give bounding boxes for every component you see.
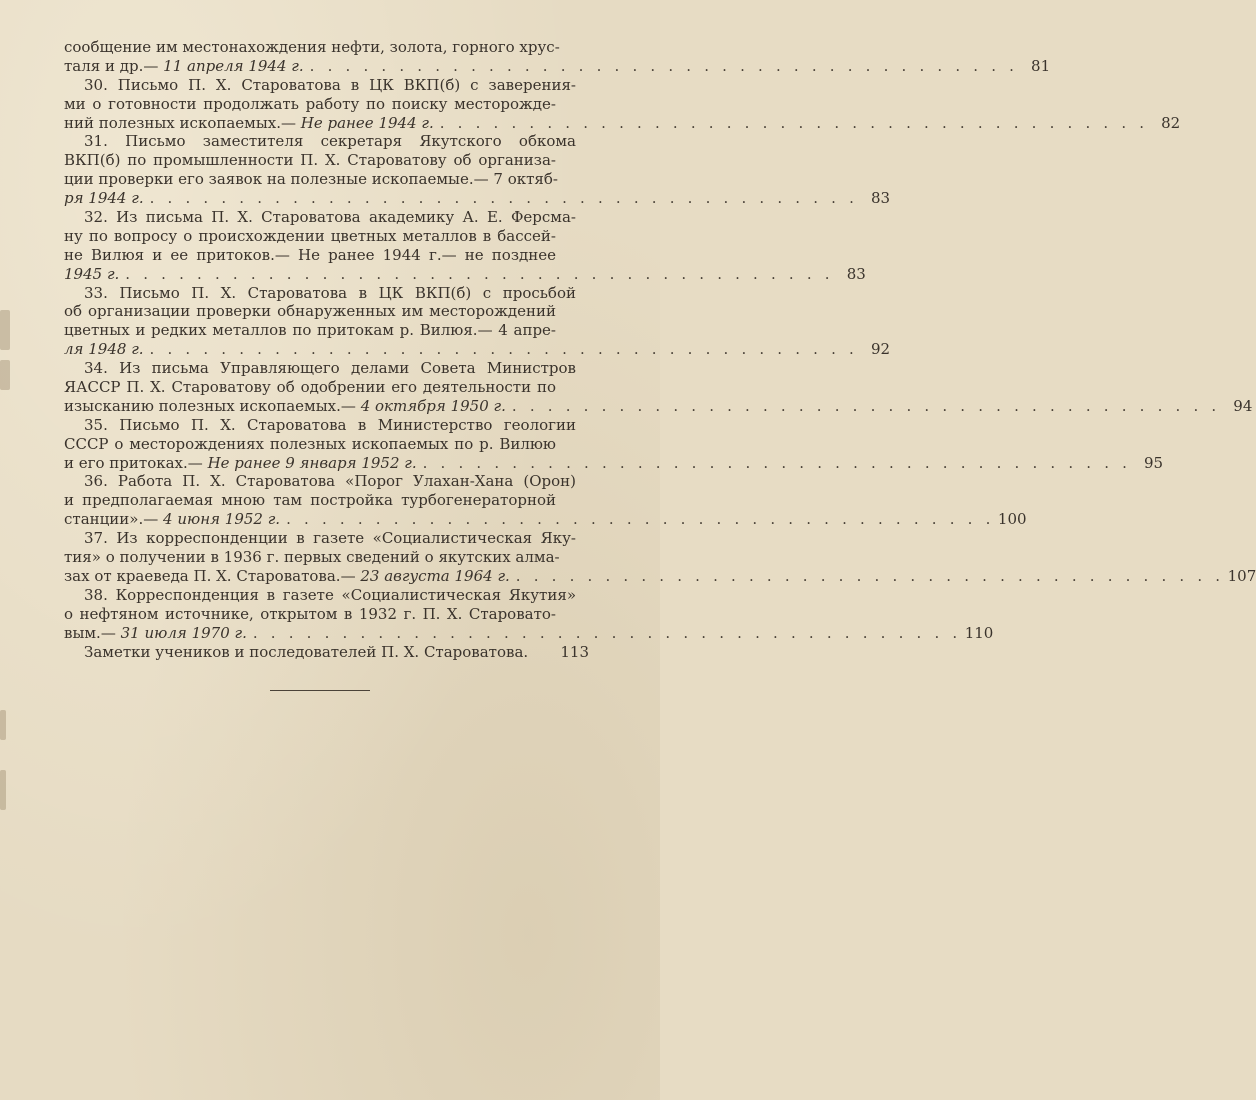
toc-line bbox=[64, 95, 589, 114]
toc-page-number: 107 bbox=[1227, 566, 1256, 585]
toc-entry-text: СССР о месторождениях полезных ископаемых по р. Вилюю bbox=[64, 434, 556, 453]
toc-entry-date: 11 апреля 1944 г. bbox=[163, 56, 304, 75]
toc-entry-date: 4 октября 1950 г. bbox=[360, 396, 506, 415]
toc-line bbox=[64, 435, 589, 454]
toc-entry-date: ля 1948 г. bbox=[64, 340, 144, 359]
toc-page-number: 92 bbox=[870, 340, 891, 359]
page-edge-stain bbox=[0, 710, 6, 740]
toc-page-number: 94 bbox=[1233, 396, 1253, 415]
toc-entry-text: и предполагаемая мною там постройка турбогенераторной bbox=[64, 491, 556, 510]
toc-entry-last-line bbox=[64, 56, 1051, 76]
toc-entry-last-line bbox=[64, 623, 994, 643]
toc-entry-text: 38. Корреспонденция в газете «Социалистическая Якутия» bbox=[84, 585, 576, 604]
toc-entry-last-line bbox=[64, 264, 866, 284]
toc-entry-last-line bbox=[64, 113, 1181, 133]
leader-dots bbox=[304, 57, 1018, 76]
toc-page-number: 95 bbox=[1144, 453, 1164, 472]
toc-line bbox=[64, 321, 589, 340]
toc-line bbox=[64, 378, 589, 397]
toc-entry-text: и его притоках.— bbox=[64, 453, 203, 472]
toc-entry-text: ции проверки его заявок на полезные ископаемые.— 7 октяб- bbox=[64, 170, 558, 189]
toc-page-number: 110 bbox=[964, 623, 994, 642]
toc-entry-text: 37. Из корреспонденции в газете «Социалистическая Яку- bbox=[84, 529, 576, 548]
toc-entry-date: 4 июня 1952 г. bbox=[163, 510, 281, 529]
toc-entry-last-line bbox=[64, 396, 1253, 416]
leader-dots bbox=[434, 114, 1148, 133]
toc-page-number: 83 bbox=[870, 189, 891, 208]
toc-page-number: 100 bbox=[997, 510, 1027, 529]
toc-entry-date: 1945 г. bbox=[64, 264, 120, 283]
page-edge-stain bbox=[0, 310, 10, 350]
leader-dots bbox=[510, 567, 1224, 586]
toc-entry-text: цветных и редких металлов по притокам р. Вилюя.— 4 апре- bbox=[64, 321, 556, 340]
toc-page-number: 82 bbox=[1161, 113, 1181, 132]
toc-entry-text: 30. Письмо П. Х. Староватова в ЦК ВКП(б) с заверения- bbox=[84, 75, 576, 94]
toc-line bbox=[64, 529, 589, 548]
toc-entry-last-line bbox=[64, 510, 1027, 529]
toc-entry-last-line bbox=[64, 453, 1164, 473]
toc-notes-text: Заметки учеников и последователей П. Х. Староватова. bbox=[84, 642, 529, 661]
toc-page-number: 113 bbox=[560, 642, 589, 661]
toc-line bbox=[64, 472, 589, 491]
toc-line bbox=[64, 227, 589, 246]
leader-dots bbox=[144, 189, 858, 208]
toc-line bbox=[64, 586, 589, 605]
toc-entry-date: Не ранее 9 января 1952 г. bbox=[207, 453, 417, 472]
toc-line bbox=[64, 359, 589, 378]
toc-entry-text: 36. Работа П. Х. Староватова «Порог Улахан-Хана (Орон) bbox=[84, 472, 576, 491]
toc-entry-text: об организации проверки обнаруженных им месторождений bbox=[64, 302, 556, 321]
page-edge-stain bbox=[0, 770, 6, 810]
toc-entry-text: 34. Из письма Управляющего делами Совета Министров bbox=[84, 359, 576, 378]
leader-dots bbox=[119, 265, 833, 284]
leader-dots bbox=[280, 510, 994, 529]
toc-entry-last-line bbox=[64, 340, 891, 359]
leader-dots bbox=[506, 397, 1220, 416]
toc-line bbox=[64, 491, 589, 510]
toc-entry-date: 31 июля 1970 г. bbox=[120, 623, 247, 642]
toc-line bbox=[64, 548, 589, 567]
toc-entry-text: станции».— bbox=[64, 510, 159, 529]
toc-entry-text: не Вилюя и ее притоков.— Не ранее 1944 г.— не позднее bbox=[64, 245, 556, 264]
toc-line bbox=[64, 76, 589, 95]
toc-line bbox=[64, 605, 589, 624]
toc-line bbox=[64, 38, 589, 57]
toc-line bbox=[64, 246, 589, 265]
toc-entry-text: ми о готовности продолжать работу по поиску месторожде- bbox=[64, 94, 556, 113]
toc-entry-text: 35. Письмо П. Х. Староватова в Министерство геологии bbox=[84, 415, 576, 434]
leader-dots bbox=[247, 624, 961, 643]
toc-line bbox=[64, 284, 589, 303]
toc-entry-text: сообщение им местонахождения нефти, золота, горного хрус- bbox=[64, 38, 560, 56]
table-of-contents bbox=[64, 38, 1256, 661]
toc-entry-text: 33. Письмо П. Х. Староватова в ЦК ВКП(б) с просьбой bbox=[84, 283, 576, 302]
toc-line bbox=[64, 151, 589, 170]
toc-entry-date: ря 1944 г. bbox=[64, 189, 144, 208]
toc-entry-text: ну по вопросу о происхождении цветных металлов в бассей- bbox=[64, 226, 556, 245]
leader-dots bbox=[144, 340, 858, 359]
toc-entry-text: 31. Письмо заместителя секретаря Якутского обкома bbox=[84, 132, 576, 151]
toc-entry-text: 32. Из письма П. Х. Староватова академику А. Е. Ферсма- bbox=[84, 208, 576, 227]
toc-notes-line bbox=[64, 643, 589, 662]
toc-entry-text: о нефтяном источнике, открытом в 1932 г. П. Х. Старовато- bbox=[64, 604, 556, 623]
toc-entry-text: вым.— bbox=[64, 623, 116, 642]
toc-line bbox=[64, 208, 589, 227]
leader-dots bbox=[417, 454, 1131, 473]
toc-entry-text: зах от краеведа П. Х. Староватова.— bbox=[64, 566, 356, 585]
toc-entry-text: ВКП(б) по промышленности П. Х. Староватову об организа- bbox=[64, 151, 556, 170]
toc-page-number: 83 bbox=[846, 264, 866, 283]
toc-entry-text: тия» о получении в 1936 г. первых сведений о якутских алма- bbox=[64, 548, 560, 567]
toc-entry-text: изысканию полезных ископаемых.— bbox=[64, 396, 356, 415]
toc-line bbox=[64, 302, 589, 321]
page-edge-stain bbox=[0, 360, 10, 390]
toc-page-number: 81 bbox=[1031, 56, 1051, 75]
toc-entry-date: 23 августа 1964 г. bbox=[360, 566, 510, 585]
end-rule-divider bbox=[270, 690, 370, 691]
toc-entry-last-line bbox=[64, 566, 1256, 586]
toc-entry-text: таля и др.— bbox=[64, 56, 159, 75]
toc-entry-date: Не ранее 1944 г. bbox=[300, 113, 434, 132]
toc-line bbox=[64, 170, 589, 189]
toc-entry-text: ЯАССР П. Х. Староватову об одобрении его деятельности по bbox=[64, 378, 556, 397]
toc-entry-last-line bbox=[64, 189, 891, 208]
toc-line bbox=[64, 416, 589, 435]
toc-entry-text: ний полезных ископаемых.— bbox=[64, 113, 296, 132]
toc-line bbox=[64, 132, 589, 151]
